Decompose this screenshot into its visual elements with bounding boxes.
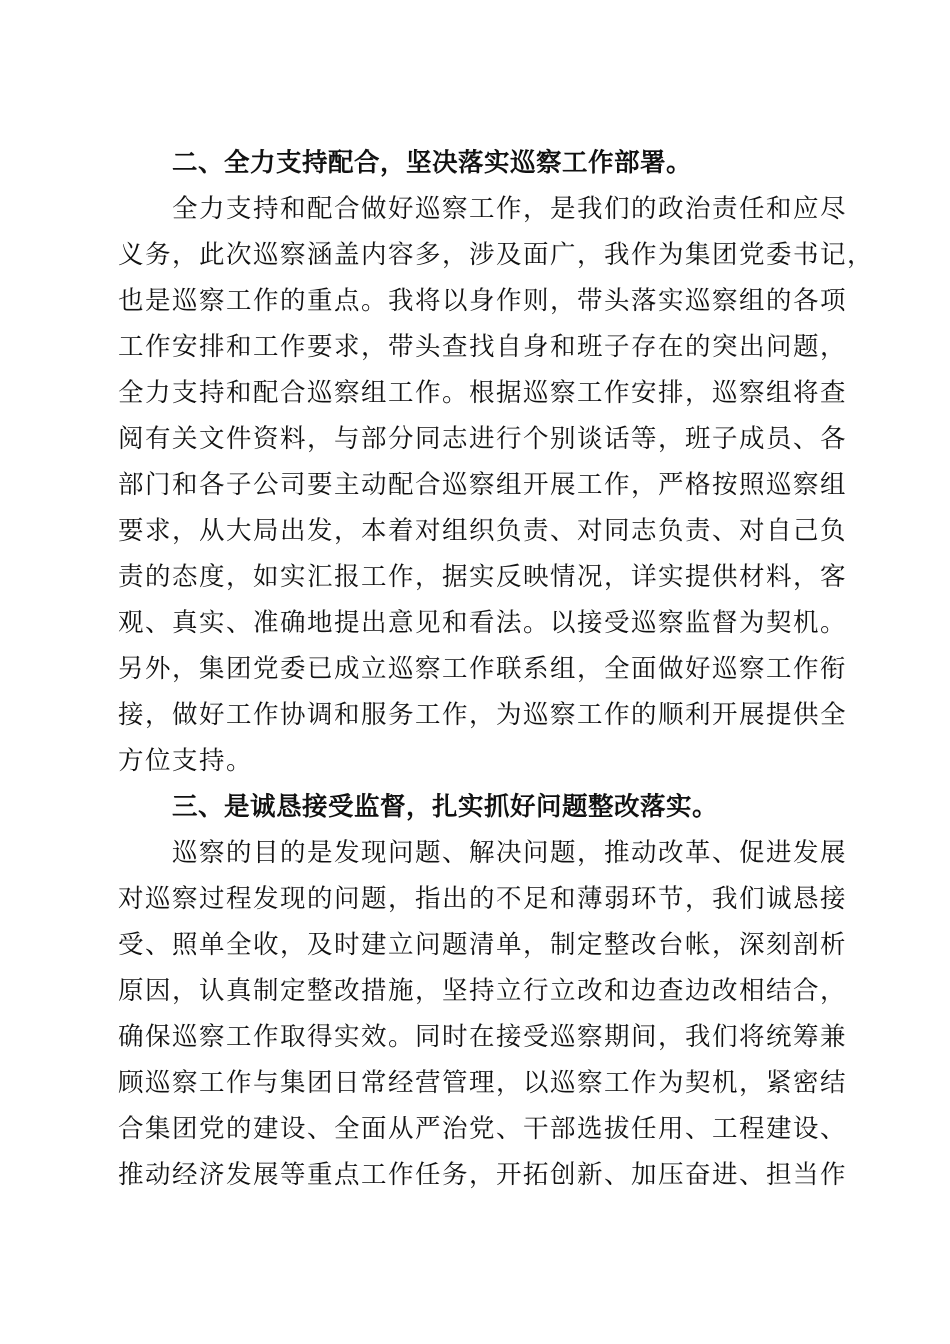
paragraph-line: 责的态度，如实汇报工作，据实反映情况，详实提供材料，客	[118, 562, 848, 592]
paragraph-line: 接，做好工作协调和服务工作，为巡察工作的顺利开展提供全	[118, 700, 848, 730]
section-2-heading: 二、全力支持配合，坚决落实巡察工作部署。	[172, 148, 693, 178]
paragraph-line: 工作安排和工作要求，带头查找自身和班子存在的突出问题，	[118, 332, 848, 362]
paragraph-line: 部门和各子公司要主动配合巡察组开展工作，严格按照巡察组	[118, 470, 848, 500]
paragraph-line: 顾巡察工作与集团日常经营管理，以巡察工作为契机，紧密结	[118, 1068, 848, 1098]
paragraph-line: 另外，集团党委已成立巡察工作联系组，全面做好巡察工作衔	[118, 654, 848, 684]
paragraph-line: 原因，认真制定整改措施，坚持立行立改和边查边改相结合，	[118, 976, 848, 1006]
paragraph-line: 义务，此次巡察涵盖内容多，涉及面广，我作为集团党委书记，	[118, 240, 875, 270]
paragraph-line: 方位支持。	[118, 746, 254, 776]
paragraph-line: 巡察的目的是发现问题、解决问题，推动改革、促进发展	[172, 838, 848, 868]
section-3-heading: 三、是诚恳接受监督，扎实抓好问题整改落实。	[172, 792, 719, 822]
paragraph-line: 受、照单全收，及时建立问题清单，制定整改台帐，深刻剖析	[118, 930, 848, 960]
paragraph-line: 也是巡察工作的重点。我将以身作则，带头落实巡察组的各项	[118, 286, 848, 316]
paragraph-line: 推动经济发展等重点工作任务，开拓创新、加压奋进、担当作	[118, 1160, 848, 1190]
paragraph-line: 确保巡察工作取得实效。同时在接受巡察期间，我们将统筹兼	[118, 1022, 848, 1052]
paragraph-line: 观、真实、准确地提出意见和看法。以接受巡察监督为契机。	[118, 608, 848, 638]
paragraph-line: 合集团党的建设、全面从严治党、干部选拔任用、工程建设、	[118, 1114, 848, 1144]
paragraph-line: 阅有关文件资料，与部分同志进行个别谈话等，班子成员、各	[118, 424, 848, 454]
paragraph-line: 全力支持和配合巡察组工作。根据巡察工作安排，巡察组将查	[118, 378, 848, 408]
paragraph-line: 对巡察过程发现的问题，指出的不足和薄弱环节，我们诚恳接	[118, 884, 848, 914]
paragraph-line: 要求，从大局出发，本着对组织负责、对同志负责、对自己负	[118, 516, 848, 546]
paragraph-line: 全力支持和配合做好巡察工作，是我们的政治责任和应尽	[172, 194, 848, 224]
